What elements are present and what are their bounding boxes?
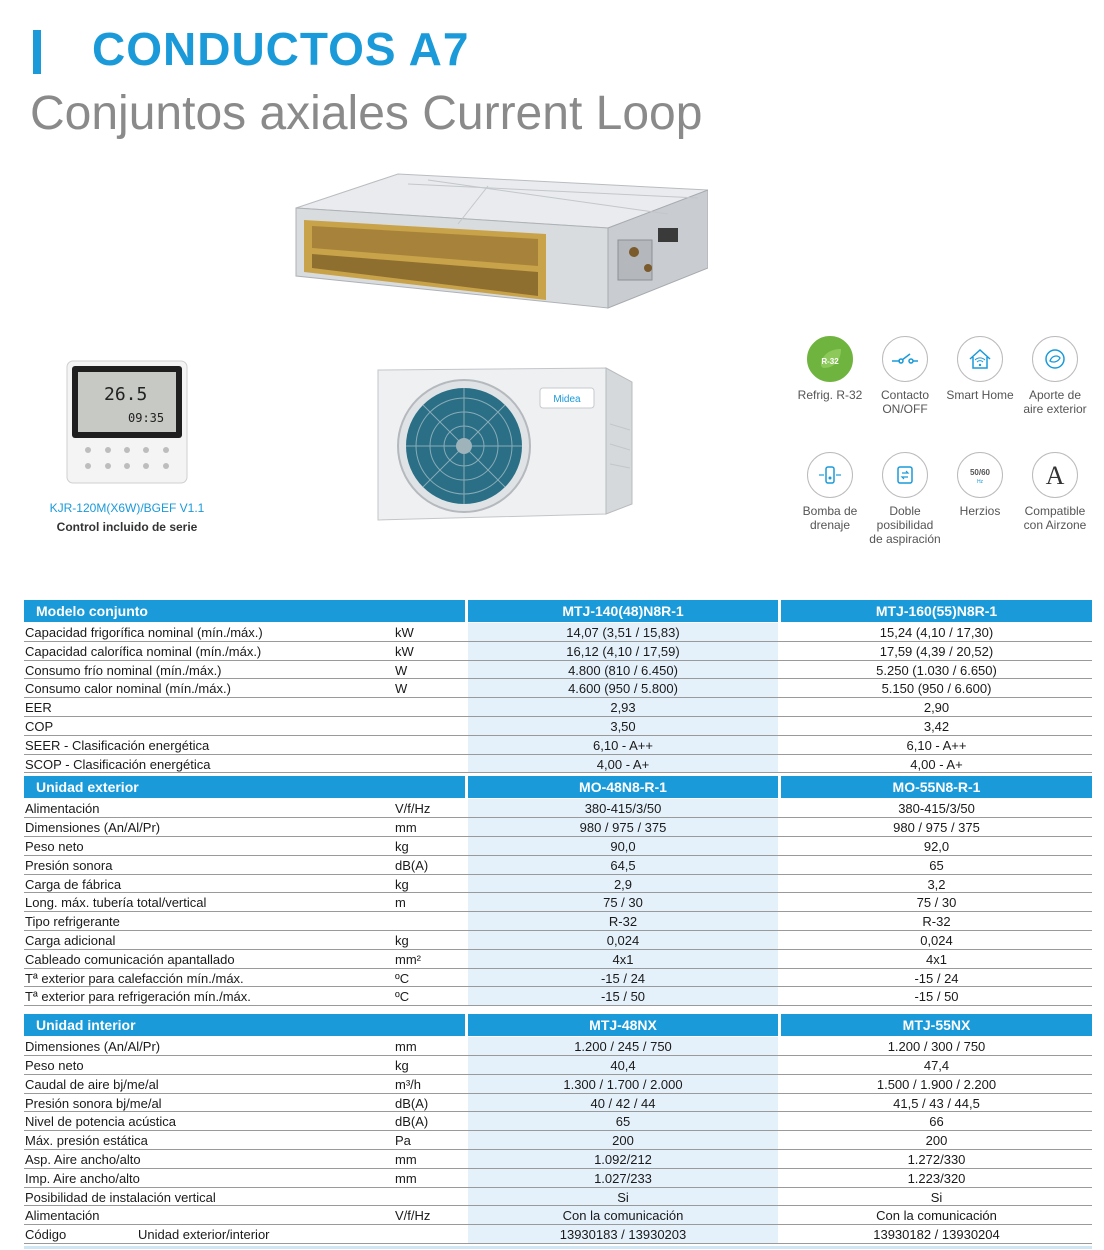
row-unit: W: [395, 681, 408, 697]
row-label: Cableado comunicación apantallado: [25, 951, 235, 967]
model-column-1: MTJ-140(48)N8R-1: [468, 600, 778, 622]
row-label: Peso neto: [25, 838, 84, 854]
table-row: [24, 837, 1092, 856]
row-value-2: 6,10 - A++: [906, 737, 967, 753]
table-row: [24, 1094, 1092, 1113]
table-row: [24, 623, 1092, 642]
row-value-1: 4,00 - A+: [468, 755, 778, 773]
airzone-badge: A: [1045, 461, 1065, 489]
row-value-2: 17,59 (4,39 / 20,52): [879, 643, 994, 659]
row-label: Alimentación: [25, 801, 100, 817]
row-value-2: 75 / 30: [916, 895, 957, 911]
table-row: [24, 642, 1092, 661]
row-value-1: Con la comunicación: [468, 1206, 778, 1224]
row-value-1: 380-415/3/50: [468, 799, 778, 817]
row-value-1: 1.200 / 245 / 750: [468, 1037, 778, 1055]
row-value-1: 40,4: [468, 1056, 778, 1074]
table-row: [24, 987, 1092, 1006]
row-unit: kW: [395, 643, 414, 659]
table-row: [24, 1188, 1092, 1207]
row-label: SCOP - Clasificación energética: [25, 756, 211, 772]
table-row: [24, 893, 1092, 912]
dual-suction-icon: [882, 452, 928, 498]
feature-fresh-air: [1017, 336, 1093, 416]
row-label: Dimensiones (An/Al/Pr): [25, 1039, 161, 1055]
row-value-2: 3,42: [923, 718, 950, 734]
row-value-2: 1.272/330: [907, 1151, 966, 1167]
remote-model-caption: KJR-120M(X6W)/BGEF V1.1: [49, 501, 205, 515]
feature-airzone: [1017, 452, 1093, 532]
row-value-1: 2,9: [468, 875, 778, 893]
leaf-r32-icon: [807, 336, 853, 382]
feature-label: Smart Home: [946, 388, 1014, 402]
row-sublabel: Unidad exterior/interior: [138, 1227, 270, 1243]
row-value-1: 1.300 / 1.700 / 2.000: [468, 1075, 778, 1093]
row-value-1: 3,50: [468, 717, 778, 735]
row-value-1: 200: [468, 1131, 778, 1149]
section-title: Unidad interior: [24, 1014, 465, 1036]
row-value-2: 1.200 / 300 / 750: [887, 1039, 986, 1055]
row-value-2: 4,00 - A+: [910, 756, 963, 772]
fresh-air-icon: [1032, 336, 1078, 382]
table-row: [24, 679, 1092, 698]
row-unit: kg: [395, 838, 409, 854]
row-value-2: -15 / 24: [914, 970, 959, 986]
row-label: Nivel de potencia acústica: [25, 1114, 177, 1130]
row-label: Peso neto: [25, 1057, 84, 1073]
table-row: [24, 912, 1092, 931]
row-label: Caudal de aire bj/me/al: [25, 1076, 159, 1092]
row-value-2: 15,24 (4,10 / 17,30): [879, 625, 994, 640]
row-label: Long. máx. tubería total/vertical: [25, 895, 207, 911]
row-value-2: 4x1: [926, 951, 947, 967]
row-unit: mm: [395, 1170, 417, 1186]
table-row: [24, 1206, 1092, 1225]
row-label: Dimensiones (An/Al/Pr): [25, 820, 161, 836]
table-row: [24, 755, 1092, 774]
row-unit: kg: [395, 932, 409, 948]
row-unit: mm: [395, 1039, 417, 1055]
model-column-2: MO-55N8-R-1: [781, 776, 1092, 798]
model-column-1: MO-48N8-R-1: [468, 776, 778, 798]
row-unit: mm²: [395, 951, 421, 967]
row-value-2: Si: [930, 1189, 943, 1205]
table-row: [24, 736, 1092, 755]
remote-time-readout: 09:35: [128, 411, 165, 425]
drain-pump-icon: [807, 452, 853, 498]
hertz-badge: 50/60: [969, 468, 991, 477]
feature-smart-home: [942, 336, 1018, 402]
row-unit: W: [395, 662, 408, 678]
row-label: Máx. presión estática: [25, 1133, 148, 1149]
row-label: Carga adicional: [25, 932, 116, 948]
row-value-2: 41,5 / 43 / 44,5: [893, 1095, 980, 1111]
title-accent-bar: [33, 30, 41, 74]
hertz-icon: [957, 452, 1003, 498]
row-unit: mm: [395, 1151, 417, 1167]
row-value-2: 3,2: [927, 876, 946, 892]
table-row: [24, 931, 1092, 950]
row-value-2: 5.250 (1.030 / 6.650): [876, 662, 997, 678]
row-label: COP: [25, 718, 54, 734]
row-label: Presión sonora bj/me/al: [25, 1095, 162, 1111]
row-label: Alimentación: [25, 1208, 100, 1224]
row-value-1: 65: [468, 1112, 778, 1130]
hertz-badge-unit: Hz: [976, 479, 984, 485]
row-value-2: 13930182 / 13930204: [873, 1227, 1000, 1243]
row-label: SEER - Clasificación energética: [25, 737, 210, 753]
smart-home-icon: [957, 336, 1003, 382]
table-row: [24, 856, 1092, 875]
section-header: [24, 1014, 1092, 1036]
row-label: Código: [25, 1227, 67, 1243]
outdoor-brand-logo: Midea: [553, 394, 581, 405]
row-unit: V/f/Hz: [395, 801, 431, 817]
row-label: Carga de fábrica: [25, 876, 122, 892]
indoor-unit-image: [288, 168, 708, 320]
row-label: Consumo frío nominal (mín./máx.): [25, 662, 222, 678]
row-unit: Pa: [395, 1133, 411, 1149]
feature-label: de aspiración: [869, 532, 941, 546]
specifications-table: [24, 600, 1092, 1244]
page-title: CONDUCTOS A7: [92, 23, 470, 75]
row-value-1: 13930183 / 13930203: [468, 1225, 778, 1243]
table-row: [24, 799, 1092, 818]
row-label: Tª exterior para calefacción mín./máx.: [25, 970, 244, 986]
row-value-1: 14,07 (3,51 / 15,83): [468, 623, 778, 641]
row-value-1: 16,12 (4,10 / 17,59): [468, 642, 778, 660]
section-header: [24, 776, 1092, 798]
model-column-2: MTJ-55NX: [781, 1014, 1092, 1036]
table-row: [24, 1112, 1092, 1131]
feature-label: ON/OFF: [882, 402, 928, 416]
feature-contact: [867, 336, 943, 416]
row-value-1: 2,93: [468, 698, 778, 716]
row-value-1: 4.800 (810 / 6.450): [468, 661, 778, 679]
row-label: Tª exterior para refrigeración mín./máx.: [25, 989, 251, 1005]
page-subtitle: Conjuntos axiales Current Loop: [30, 87, 703, 140]
row-value-1: 40 / 42 / 44: [468, 1094, 778, 1112]
feature-label: Herzios: [959, 504, 1001, 518]
row-value-1: 1.092/212: [468, 1150, 778, 1168]
row-value-2: 5.150 (950 / 6.600): [881, 681, 992, 697]
row-label: Presión sonora: [25, 857, 113, 873]
r32-badge: R-32: [821, 357, 839, 366]
row-unit: m: [395, 895, 406, 911]
row-label: Capacidad calorífica nominal (mín./máx.): [25, 643, 262, 659]
table-row: [24, 1169, 1092, 1188]
row-unit: V/f/Hz: [395, 1208, 431, 1224]
table-row: [24, 1075, 1092, 1094]
row-value-2: 1.223/320: [907, 1170, 966, 1186]
row-value-2: -15 / 50: [914, 989, 959, 1005]
row-unit: dB(A): [395, 1114, 429, 1130]
outdoor-unit-image: [374, 364, 636, 528]
table-row: [24, 818, 1092, 837]
row-value-2: 47,4: [923, 1057, 950, 1073]
row-value-1: Si: [468, 1188, 778, 1206]
table-row: [24, 969, 1092, 988]
feature-dual-suction: [867, 452, 943, 546]
row-value-2: 200: [925, 1133, 948, 1149]
feature-label: aire exterior: [1023, 402, 1087, 416]
feature-label: Aporte de: [1028, 388, 1082, 402]
row-value-1: 6,10 - A++: [468, 736, 778, 754]
table-row: [24, 1056, 1092, 1075]
code-row: [24, 1225, 1092, 1244]
feature-icons-grid: [792, 336, 1092, 546]
feature-label: Doble: [889, 504, 921, 518]
table-row: [24, 698, 1092, 717]
feature-r32: [792, 336, 868, 402]
feature-label: drenaje: [809, 518, 851, 532]
row-value-2: 1.500 / 1.900 / 2.200: [876, 1076, 997, 1092]
row-value-1: 1.027/233: [468, 1169, 778, 1187]
row-unit: mm: [395, 820, 417, 836]
airzone-icon: [1032, 452, 1078, 498]
model-column-1: MTJ-48NX: [468, 1014, 778, 1036]
section-title: Unidad exterior: [24, 776, 465, 798]
row-label: Asp. Aire ancho/alto: [25, 1151, 141, 1167]
wired-remote-control-image: [66, 360, 188, 484]
row-value-2: 66: [929, 1114, 944, 1130]
table-row: [24, 1150, 1092, 1169]
row-value-2: Con la comunicación: [876, 1208, 997, 1224]
remote-temp-readout: 26.5: [104, 384, 148, 405]
row-value-2: 65: [929, 857, 944, 873]
row-value-2: 380-415/3/50: [898, 801, 975, 817]
row-value-2: 0,024: [920, 932, 953, 948]
row-unit: m³/h: [395, 1076, 421, 1092]
feature-label: Compatible: [1024, 504, 1086, 518]
row-value-1: -15 / 50: [468, 987, 778, 1005]
row-value-1: 75 / 30: [468, 893, 778, 911]
row-label: Consumo calor nominal (mín./máx.): [25, 681, 231, 697]
feature-label: Refrig. R-32: [797, 388, 863, 402]
feature-label: posibilidad: [876, 518, 934, 532]
row-value-1: 64,5: [468, 856, 778, 874]
section-title: Modelo conjunto: [24, 600, 465, 622]
row-label: Posibilidad de instalación vertical: [25, 1189, 216, 1205]
switch-contact-icon: [882, 336, 928, 382]
row-unit: dB(A): [395, 1095, 429, 1111]
section-header: [24, 600, 1092, 622]
table-row: [24, 1131, 1092, 1150]
row-value-1: -15 / 24: [468, 969, 778, 987]
row-value-2: R-32: [922, 914, 951, 930]
table-row: [24, 717, 1092, 736]
feature-drain-pump: [792, 452, 868, 532]
row-unit: kg: [395, 1057, 409, 1073]
row-unit: kW: [395, 625, 414, 640]
row-value-1: 0,024: [468, 931, 778, 949]
row-unit: kg: [395, 876, 409, 892]
feature-label: Bomba de: [802, 504, 858, 518]
feature-hertz: [942, 452, 1018, 518]
row-label: EER: [25, 700, 52, 716]
row-unit: ºC: [395, 989, 410, 1005]
row-value-1: 4x1: [468, 950, 778, 968]
row-value-1: R-32: [468, 912, 778, 930]
table-row: [24, 875, 1092, 894]
table-row: [24, 1037, 1092, 1056]
row-value-2: 92,0: [923, 838, 950, 854]
feature-label: con Airzone: [1023, 518, 1087, 532]
table-bottom-rule: [24, 1246, 1092, 1249]
row-value-1: 4.600 (950 / 5.800): [468, 679, 778, 697]
row-unit: ºC: [395, 970, 410, 986]
row-value-2: 980 / 975 / 375: [893, 820, 980, 836]
row-label: Capacidad frigorífica nominal (mín./máx.): [25, 625, 263, 640]
table-row: [24, 950, 1092, 969]
row-label: Imp. Aire ancho/alto: [25, 1170, 140, 1186]
row-value-1: 980 / 975 / 375: [468, 818, 778, 836]
row-unit: dB(A): [395, 857, 429, 873]
model-column-2: MTJ-160(55)N8R-1: [781, 600, 1092, 622]
row-value-1: 90,0: [468, 837, 778, 855]
row-label: Tipo refrigerante: [25, 914, 120, 930]
row-value-2: 2,90: [923, 700, 950, 716]
remote-note-caption: Control incluido de serie: [56, 520, 198, 534]
feature-label: Contacto: [880, 388, 930, 402]
table-row: [24, 661, 1092, 680]
